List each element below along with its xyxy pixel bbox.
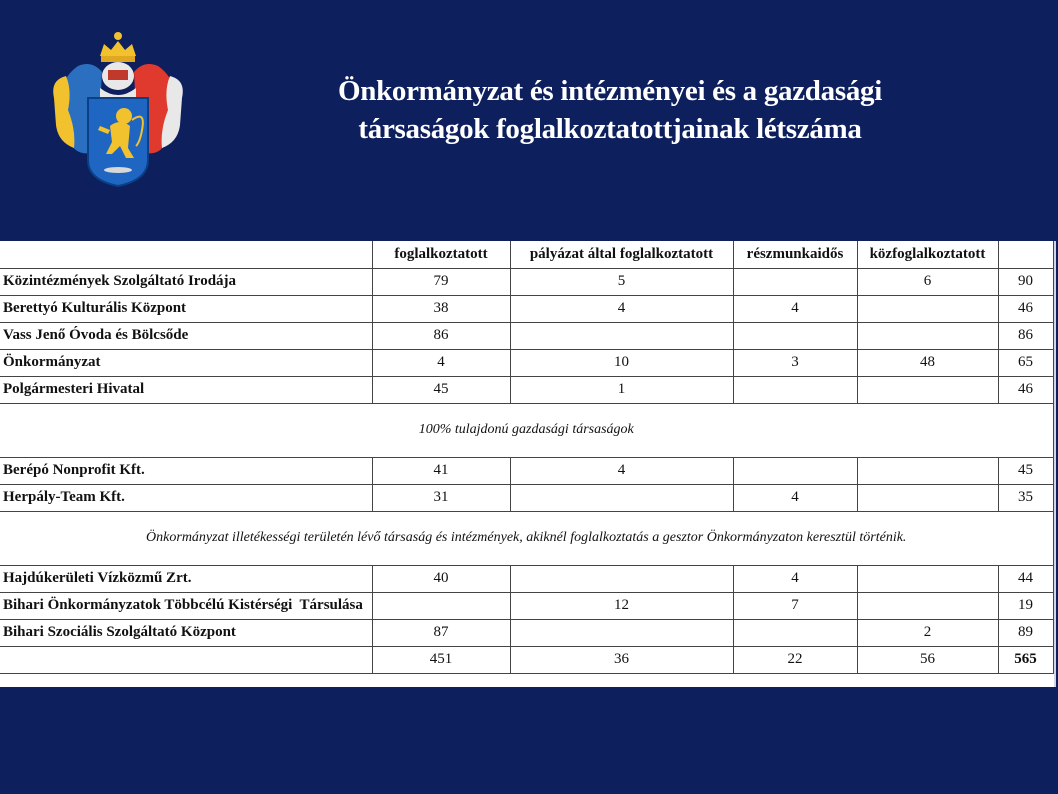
cell-employed: 38 (372, 295, 510, 322)
column-header-public-work: közfoglalkoztatott (857, 241, 998, 268)
employee-count-table (0, 241, 1056, 687)
cell-part-time: 4 (733, 295, 857, 322)
table-row (0, 376, 1053, 403)
cell-public-work (857, 322, 998, 349)
row-name: Hajdúkerületi Vízközmű Zrt. (0, 565, 372, 592)
table-row (0, 592, 1053, 619)
cell-total: 35 (998, 484, 1053, 511)
total-grant-employed: 36 (510, 646, 733, 673)
row-name: Herpály-Team Kft. (0, 484, 372, 511)
cell-part-time (733, 376, 857, 403)
totals-row (0, 646, 1053, 673)
table-row (0, 349, 1053, 376)
row-name: Önkormányzat (0, 349, 372, 376)
totals-label (0, 646, 372, 673)
cell-part-time: 4 (733, 484, 857, 511)
cell-part-time: 4 (733, 565, 857, 592)
section-heading-owned-companies: 100% tulajdonú gazdasági társaságok (0, 403, 1053, 457)
cell-public-work (857, 592, 998, 619)
page-title (240, 72, 980, 148)
cell-total: 65 (998, 349, 1053, 376)
cell-grant-employed (510, 484, 733, 511)
table-row (0, 268, 1053, 295)
cell-part-time (733, 457, 857, 484)
cell-public-work: 6 (857, 268, 998, 295)
cell-employed (372, 592, 510, 619)
row-name: Vass Jenő Óvoda és Bölcsőde (0, 322, 372, 349)
cell-employed: 4 (372, 349, 510, 376)
cell-public-work (857, 565, 998, 592)
cell-total: 46 (998, 376, 1053, 403)
cell-part-time (733, 619, 857, 646)
total-employed: 451 (372, 646, 510, 673)
cell-total: 19 (998, 592, 1053, 619)
cell-grant-employed: 4 (510, 457, 733, 484)
section-row (0, 511, 1053, 565)
row-name: Bihari Szociális Szolgáltató Központ (0, 619, 372, 646)
cell-employed: 87 (372, 619, 510, 646)
coat-of-arms-logo (48, 30, 188, 190)
cell-grant-employed (510, 619, 733, 646)
cell-employed: 86 (372, 322, 510, 349)
column-header-grant-employed: pályázat által foglalkoztatott (510, 241, 733, 268)
cell-total: 86 (998, 322, 1053, 349)
cell-total: 46 (998, 295, 1053, 322)
cell-employed: 45 (372, 376, 510, 403)
table-header-row (0, 241, 1053, 268)
column-header-employed: foglalkoztatott (372, 241, 510, 268)
table-row (0, 619, 1053, 646)
cell-public-work (857, 295, 998, 322)
total-part-time: 22 (733, 646, 857, 673)
cell-total: 90 (998, 268, 1053, 295)
cell-grant-employed: 10 (510, 349, 733, 376)
cell-employed: 79 (372, 268, 510, 295)
row-name: Berettyó Kulturális Központ (0, 295, 372, 322)
cell-grant-employed: 12 (510, 592, 733, 619)
row-name: Közintézmények Szolgáltató Irodája (0, 268, 372, 295)
cell-grant-employed: 1 (510, 376, 733, 403)
section-row (0, 403, 1053, 457)
column-header-part-time: részmunkaidős (733, 241, 857, 268)
grand-total: 565 (998, 646, 1053, 673)
row-name: Berépó Nonprofit Kft. (0, 457, 372, 484)
cell-part-time: 7 (733, 592, 857, 619)
cell-total: 44 (998, 565, 1053, 592)
cell-public-work (857, 376, 998, 403)
cell-total: 89 (998, 619, 1053, 646)
cell-part-time: 3 (733, 349, 857, 376)
cell-total: 45 (998, 457, 1053, 484)
section-heading-territory-entities: Önkormányzat illetékességi területén lévő társaság és intézmények, akiknél foglalkoztatás a gesztor Önkormányzaton keresztül történik. (0, 511, 1053, 565)
cell-public-work: 2 (857, 619, 998, 646)
cell-grant-employed: 4 (510, 295, 733, 322)
cell-employed: 40 (372, 565, 510, 592)
cell-part-time (733, 268, 857, 295)
table-row (0, 322, 1053, 349)
table-row (0, 295, 1053, 322)
cell-grant-employed: 5 (510, 268, 733, 295)
cell-employed: 31 (372, 484, 510, 511)
title-line-1: Önkormányzat és intézményei és a gazdasági (338, 75, 882, 107)
cell-grant-employed (510, 565, 733, 592)
row-name: Bihari Önkormányzatok Többcélú Kistérségi Társulása (0, 592, 372, 619)
cell-public-work: 48 (857, 349, 998, 376)
cell-public-work (857, 484, 998, 511)
column-header-name (0, 241, 372, 268)
cell-employed: 41 (372, 457, 510, 484)
column-header-total (998, 241, 1053, 268)
row-name: Polgármesteri Hivatal (0, 376, 372, 403)
table-row (0, 484, 1053, 511)
cell-public-work (857, 457, 998, 484)
crown-icon (100, 32, 136, 62)
cell-part-time (733, 322, 857, 349)
total-public-work: 56 (857, 646, 998, 673)
title-line-2: társaságok foglalkoztatottjainak létszáma (358, 113, 862, 145)
cell-grant-employed (510, 322, 733, 349)
table-row (0, 565, 1053, 592)
table-row (0, 457, 1053, 484)
